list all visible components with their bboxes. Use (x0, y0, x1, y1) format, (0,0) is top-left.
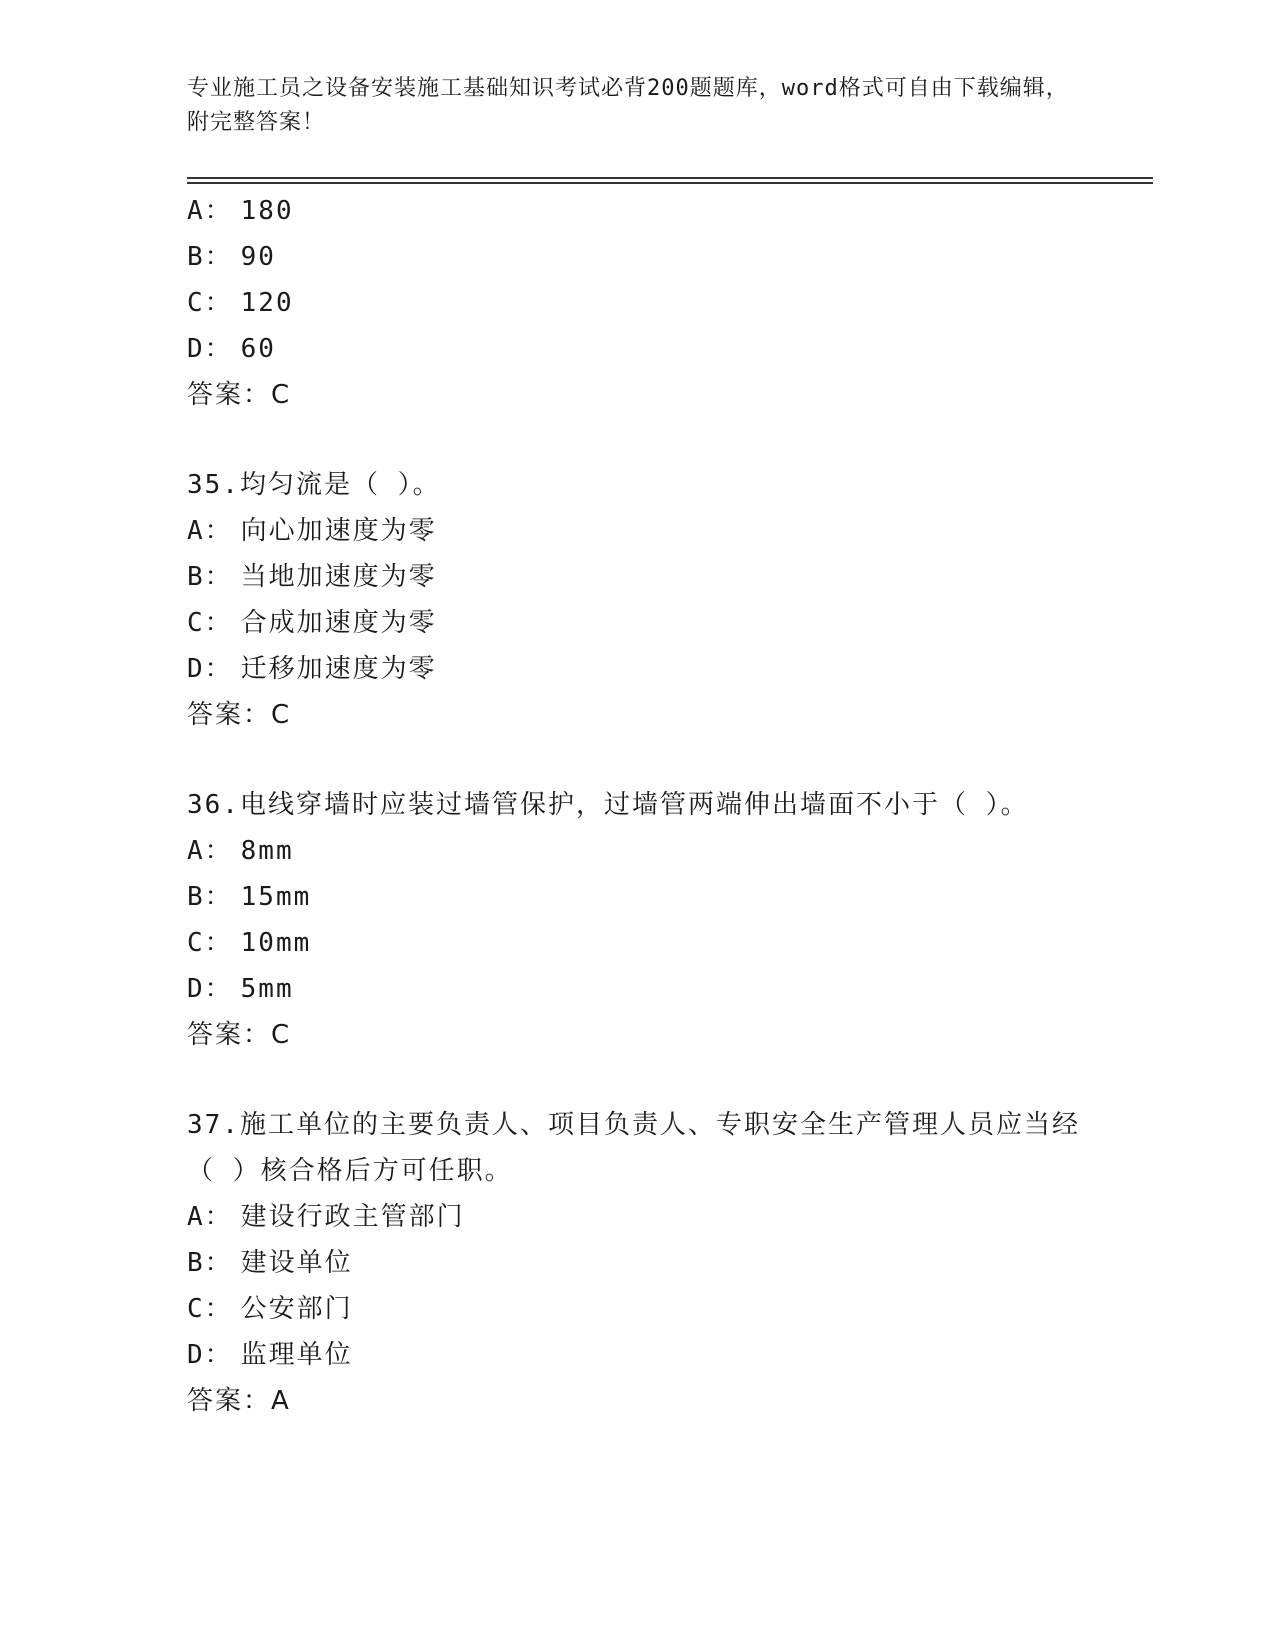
option-text: 向心加速度为零 (240, 516, 437, 546)
option-c (187, 280, 1147, 326)
option-d (187, 646, 1147, 692)
option-text: 迁移加速度为零 (240, 654, 437, 684)
question-stem: 35.均匀流是（ ）。 (187, 470, 441, 500)
option-letter: B： (187, 1248, 233, 1278)
spacer (187, 418, 1147, 462)
option-text: 120 (240, 288, 294, 318)
answer-line: 答案：A (187, 1386, 291, 1416)
question-stem: 36.电线穿墙时应装过墙管保护，过墙管两端伸出墙面不小于（ ）。 (187, 790, 1029, 820)
header-divider-bottom (187, 182, 1153, 184)
option-letter: C： (187, 1294, 233, 1324)
option-letter: C： (187, 608, 233, 638)
option-text: 5mm (240, 974, 294, 1004)
option-letter: C： (187, 928, 233, 958)
header-divider-top (187, 177, 1153, 179)
option-c (187, 1286, 1147, 1332)
option-letter: B： (187, 562, 233, 592)
option-text: 10mm (240, 928, 312, 958)
option-d (187, 1332, 1147, 1378)
option-d (187, 326, 1147, 372)
option-letter: A： (187, 196, 233, 226)
option-b (187, 1240, 1147, 1286)
option-text: 合成加速度为零 (240, 608, 437, 638)
question-block (187, 188, 1147, 418)
option-text: 180 (240, 196, 294, 226)
question-stem: 37.施工单位的主要负责人、项目负责人、专职安全生产管理人员应当经（ ）核合格后方可任职。 (187, 1110, 1080, 1186)
option-text: 当地加速度为零 (240, 562, 437, 592)
answer-line: 答案：C (187, 1020, 292, 1050)
option-b (187, 554, 1147, 600)
option-c (187, 920, 1147, 966)
spacer (187, 738, 1147, 782)
option-letter: D： (187, 974, 233, 1004)
option-d (187, 966, 1147, 1012)
page-header: 专业施工员之设备安装施工基础知识考试必背200题题库，word格式可自由下载编辑，附完整答案！ (187, 76, 1069, 135)
option-letter: D： (187, 654, 233, 684)
question-block (187, 462, 1147, 738)
option-text: 建设行政主管部门 (240, 1202, 465, 1232)
option-letter: A： (187, 1202, 233, 1232)
option-letter: B： (187, 242, 233, 272)
option-text: 15mm (240, 882, 312, 912)
question-list (187, 188, 1147, 1424)
question-block (187, 1102, 1147, 1424)
option-c (187, 600, 1147, 646)
option-text: 90 (240, 242, 276, 272)
option-letter: C： (187, 288, 233, 318)
answer-line: 答案：C (187, 380, 292, 410)
option-text: 8mm (240, 836, 294, 866)
option-b (187, 234, 1147, 280)
option-letter: D： (187, 1340, 233, 1370)
option-text: 公安部门 (240, 1294, 353, 1324)
option-a (187, 188, 1147, 234)
answer-line: 答案：C (187, 700, 292, 730)
option-a (187, 828, 1147, 874)
option-letter: A： (187, 516, 233, 546)
option-a (187, 508, 1147, 554)
option-text: 60 (240, 334, 276, 364)
option-b (187, 874, 1147, 920)
option-text: 建设单位 (240, 1248, 353, 1278)
option-text: 监理单位 (240, 1340, 353, 1370)
option-letter: D： (187, 334, 233, 364)
spacer (187, 1058, 1147, 1102)
option-letter: A： (187, 836, 233, 866)
option-letter: B： (187, 882, 233, 912)
question-block (187, 782, 1147, 1058)
option-a (187, 1194, 1147, 1240)
